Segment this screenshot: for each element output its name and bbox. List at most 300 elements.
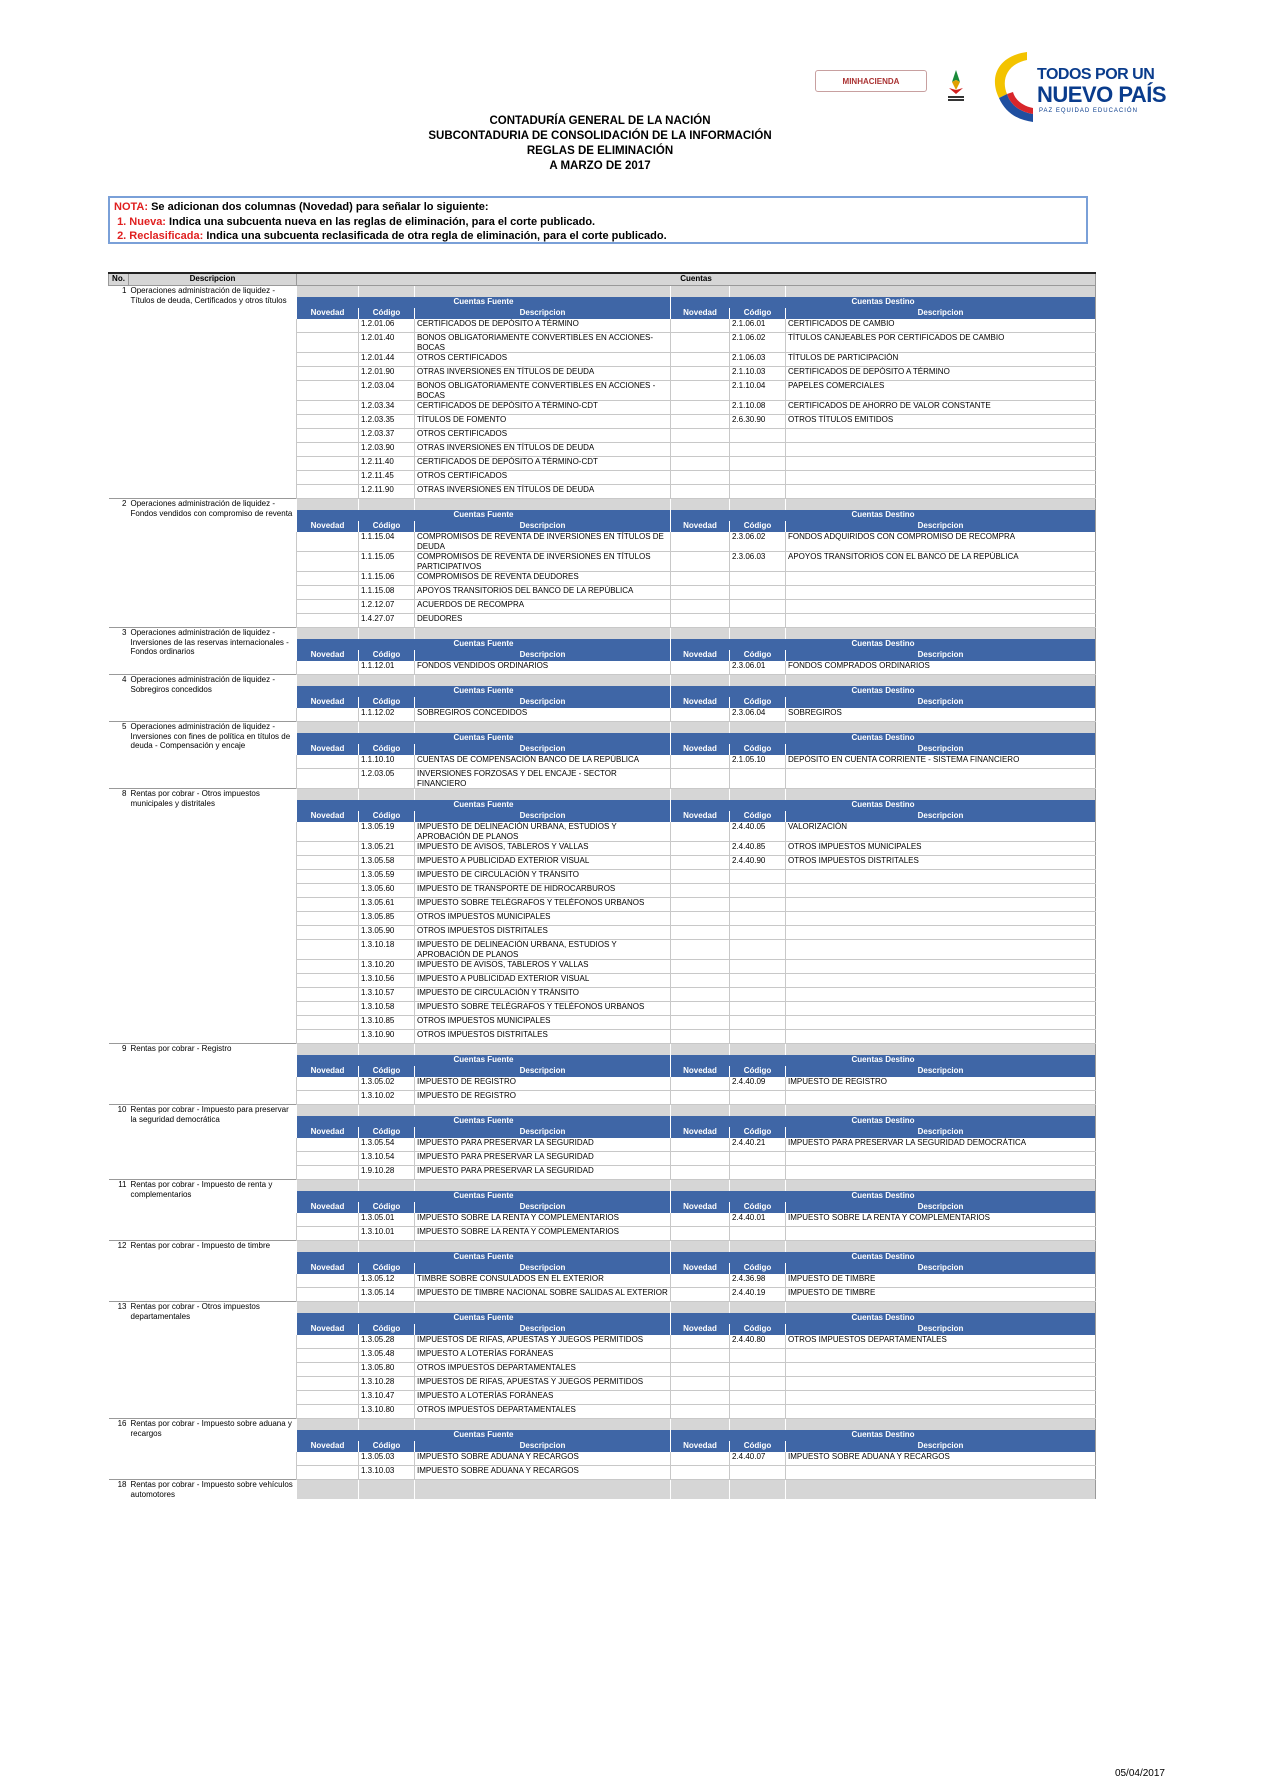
novedad-destino-cell (671, 769, 730, 789)
descripcion-fuente-cell: ACUERDOS DE RECOMPRA (415, 600, 671, 614)
novedad-fuente-cell (297, 988, 359, 1002)
spacer-cell (730, 499, 786, 511)
codigo-destino-cell (730, 600, 786, 614)
note-item1-label: 1. Nueva: (117, 215, 166, 228)
codigo-destino-cell: 2.3.06.01 (730, 661, 786, 675)
col-codigo-fuente: Código (359, 1202, 415, 1213)
spacer-cell (415, 1480, 671, 1500)
descripcion-fuente-cell: IMPUESTO DE DELINEACIÓN URBANA, ESTUDIOS Y APROBACIÓN DE PLANOS (415, 822, 671, 842)
descripcion-destino-cell: PAPELES COMERCIALES (786, 381, 1096, 401)
group-row (109, 628, 1096, 640)
col-codigo-fuente: Código (359, 1066, 415, 1077)
spacer-cell (415, 722, 671, 734)
codigo-destino-cell: 2.4.40.80 (730, 1335, 786, 1349)
descripcion-fuente-cell: IMPUESTO SOBRE LA RENTA Y COMPLEMENTARIOS (415, 1213, 671, 1227)
descripcion-destino-cell (786, 1091, 1096, 1105)
codigo-fuente-cell: 1.3.05.54 (359, 1138, 415, 1152)
codigo-fuente-cell: 1.1.15.05 (359, 552, 415, 572)
novedad-fuente-cell (297, 429, 359, 443)
novedad-fuente-cell (297, 960, 359, 974)
col-codigo-fuente: Código (359, 811, 415, 822)
novedad-destino-cell (671, 572, 730, 586)
descripcion-destino-cell: CERTIFICADOS DE AHORRO DE VALOR CONSTANTE (786, 401, 1096, 415)
codigo-destino-cell (730, 940, 786, 960)
spacer-cell (671, 1105, 730, 1117)
spacer-cell (415, 1419, 671, 1431)
footer-date: 05/04/2017 (1114, 1768, 1165, 1779)
novedad-destino-cell (671, 912, 730, 926)
descripcion-fuente-cell: BONOS OBLIGATORIAMENTE CONVERTIBLES EN ACCIONES - BOCAS (415, 381, 671, 401)
cuentas-destino-header: Cuentas Destino (671, 686, 1096, 697)
group-row (109, 1480, 1096, 1500)
codigo-destino-cell (730, 988, 786, 1002)
descripcion-fuente-cell: OTROS IMPUESTOS DISTRITALES (415, 926, 671, 940)
col-novedad-fuente: Novedad (297, 308, 359, 319)
descripcion-fuente-cell: IMPUESTO A PUBLICIDAD EXTERIOR VISUAL (415, 974, 671, 988)
spacer-cell (786, 722, 1096, 734)
col-descripcion-destino: Descripcion (786, 811, 1096, 822)
codigo-fuente-cell: 1.2.12.07 (359, 600, 415, 614)
codigo-fuente-cell: 1.1.12.01 (359, 661, 415, 675)
descripcion-fuente-cell: IMPUESTO DE CIRCULACIÓN Y TRÁNSITO (415, 870, 671, 884)
codigo-fuente-cell: 1.2.03.05 (359, 769, 415, 789)
spacer-cell (359, 1302, 415, 1314)
descripcion-destino-cell (786, 1030, 1096, 1044)
descripcion-destino-cell: OTROS IMPUESTOS DEPARTAMENTALES (786, 1335, 1096, 1349)
col-codigo-destino: Código (730, 1324, 786, 1335)
novedad-fuente-cell (297, 898, 359, 912)
spacer-cell (786, 1241, 1096, 1253)
novedad-fuente-cell (297, 1363, 359, 1377)
descripcion-destino-cell: IMPUESTO DE TIMBRE (786, 1274, 1096, 1288)
codigo-fuente-cell: 1.3.10.18 (359, 940, 415, 960)
novedad-destino-cell (671, 988, 730, 1002)
codigo-destino-cell (730, 429, 786, 443)
spacer-cell (730, 1105, 786, 1117)
col-novedad-fuente: Novedad (297, 650, 359, 661)
novedad-fuente-cell (297, 485, 359, 499)
group-row (109, 722, 1096, 734)
cuentas-destino-header: Cuentas Destino (671, 1055, 1096, 1066)
col-descripcion-fuente: Descripcion (415, 744, 671, 755)
codigo-fuente-cell: 1.9.10.28 (359, 1166, 415, 1180)
codigo-fuente-cell: 1.3.05.85 (359, 912, 415, 926)
novedad-fuente-cell (297, 333, 359, 353)
codigo-destino-cell: 2.1.05.10 (730, 755, 786, 769)
descripcion-fuente-cell: IMPUESTO DE DELINEACIÓN URBANA, ESTUDIOS Y APROBACIÓN DE PLANOS (415, 940, 671, 960)
codigo-destino-cell (730, 1166, 786, 1180)
col-novedad-fuente: Novedad (297, 1066, 359, 1077)
codigo-fuente-cell: 1.3.10.85 (359, 1016, 415, 1030)
spacer-cell (671, 722, 730, 734)
note-text: Se adicionan dos columnas (Novedad) para señalar lo siguiente: (148, 201, 489, 213)
col-descripcion-fuente: Descripcion (415, 1263, 671, 1274)
descripcion-fuente-cell: OTROS CERTIFICADOS (415, 429, 671, 443)
note-prefix: NOTA: (114, 201, 149, 213)
rule-description: Operaciones administración de liquidez - Sobregiros concedidos (129, 675, 297, 722)
codigo-fuente-cell: 1.3.05.14 (359, 1288, 415, 1302)
novedad-fuente-cell (297, 319, 359, 333)
descripcion-destino-cell (786, 1363, 1096, 1377)
group-row (109, 286, 1096, 298)
col-codigo-fuente: Código (359, 1127, 415, 1138)
codigo-fuente-cell: 1.3.05.60 (359, 884, 415, 898)
header-cuentas: Cuentas (297, 273, 1096, 286)
novedad-destino-cell (671, 319, 730, 333)
col-descripcion-fuente: Descripcion (415, 521, 671, 532)
spacer-cell (671, 675, 730, 687)
descripcion-fuente-cell: OTROS CERTIFICADOS (415, 353, 671, 367)
descripcion-fuente-cell: IMPUESTO PARA PRESERVAR LA SEGURIDAD (415, 1152, 671, 1166)
novedad-destino-cell (671, 429, 730, 443)
codigo-fuente-cell: 1.3.10.90 (359, 1030, 415, 1044)
descripcion-fuente-cell: OTROS CERTIFICADOS (415, 471, 671, 485)
codigo-destino-cell: 2.4.40.19 (730, 1288, 786, 1302)
novedad-destino-cell (671, 884, 730, 898)
descripcion-destino-cell (786, 1391, 1096, 1405)
descripcion-fuente-cell: IMPUESTOS DE RIFAS, APUESTAS Y JUEGOS PERMITIDOS (415, 1377, 671, 1391)
codigo-fuente-cell: 1.1.10.10 (359, 755, 415, 769)
codigo-fuente-cell: 1.3.10.56 (359, 974, 415, 988)
descripcion-fuente-cell: SOBREGIROS CONCEDIDOS (415, 708, 671, 722)
novedad-fuente-cell (297, 870, 359, 884)
rule-description: Operaciones administración de liquidez - Inversiones con fines de política en títulos de deuda - Compensación y encaje (129, 722, 297, 789)
codigo-destino-cell: 2.1.10.04 (730, 381, 786, 401)
col-descripcion-destino: Descripcion (786, 1441, 1096, 1452)
novedad-fuente-cell (297, 1091, 359, 1105)
rule-description: Rentas por cobrar - Impuesto sobre vehículos automotores (129, 1480, 297, 1500)
descripcion-destino-cell: OTROS TÍTULOS EMITIDOS (786, 415, 1096, 429)
descripcion-destino-cell: CERTIFICADOS DE CAMBIO (786, 319, 1096, 333)
col-novedad-destino: Novedad (671, 1066, 730, 1077)
descripcion-destino-cell (786, 1466, 1096, 1480)
rule-number: 11 (109, 1180, 129, 1241)
rule-number: 2 (109, 499, 129, 628)
descripcion-destino-cell (786, 988, 1096, 1002)
rule-number: 4 (109, 675, 129, 722)
novedad-fuente-cell (297, 1002, 359, 1016)
codigo-fuente-cell: 1.3.05.90 (359, 926, 415, 940)
cuentas-destino-header: Cuentas Destino (671, 1191, 1096, 1202)
rule-description: Rentas por cobrar - Impuesto sobre aduana y recargos (129, 1419, 297, 1480)
codigo-destino-cell (730, 1152, 786, 1166)
descripcion-destino-cell (786, 870, 1096, 884)
cuentas-fuente-header: Cuentas Fuente (297, 733, 671, 744)
group-row (109, 675, 1096, 687)
cuentas-fuente-header: Cuentas Fuente (297, 510, 671, 521)
spacer-cell (730, 628, 786, 640)
codigo-destino-cell (730, 1377, 786, 1391)
spacer-cell (359, 1180, 415, 1192)
spacer-cell (359, 675, 415, 687)
col-novedad-fuente: Novedad (297, 1263, 359, 1274)
novedad-fuente-cell (297, 974, 359, 988)
spacer-cell (415, 789, 671, 801)
spacer-cell (297, 286, 359, 298)
novedad-fuente-cell (297, 572, 359, 586)
spacer-cell (671, 499, 730, 511)
novedad-destino-cell (671, 1349, 730, 1363)
descripcion-fuente-cell: IMPUESTOS DE RIFAS, APUESTAS Y JUEGOS PERMITIDOS (415, 1335, 671, 1349)
spacer-cell (297, 1480, 359, 1500)
descripcion-fuente-cell: IMPUESTO SOBRE LA RENTA Y COMPLEMENTARIOS (415, 1227, 671, 1241)
novedad-fuente-cell (297, 367, 359, 381)
descripcion-destino-cell (786, 974, 1096, 988)
novedad-fuente-cell (297, 443, 359, 457)
novedad-destino-cell (671, 926, 730, 940)
descripcion-destino-cell (786, 1016, 1096, 1030)
descripcion-fuente-cell: IMPUESTO PARA PRESERVAR LA SEGURIDAD (415, 1166, 671, 1180)
descripcion-fuente-cell: OTROS IMPUESTOS MUNICIPALES (415, 1016, 671, 1030)
novedad-fuente-cell (297, 1274, 359, 1288)
cuentas-fuente-header: Cuentas Fuente (297, 1252, 671, 1263)
group-row (109, 1180, 1096, 1192)
group-row (109, 1419, 1096, 1431)
descripcion-destino-cell (786, 769, 1096, 789)
descripcion-fuente-cell: DEUDORES (415, 614, 671, 628)
descripcion-fuente-cell: OTRAS INVERSIONES EN TÍTULOS DE DEUDA (415, 367, 671, 381)
novedad-fuente-cell (297, 755, 359, 769)
descripcion-destino-cell: CERTIFICADOS DE DEPÓSITO A TÉRMINO (786, 367, 1096, 381)
cuentas-destino-header: Cuentas Destino (671, 1430, 1096, 1441)
novedad-fuente-cell (297, 401, 359, 415)
col-codigo-destino: Código (730, 744, 786, 755)
col-codigo-fuente: Código (359, 697, 415, 708)
title-line-4: A MARZO DE 2017 (549, 160, 651, 172)
spacer-cell (415, 1302, 671, 1314)
descripcion-destino-cell: IMPUESTO PARA PRESERVAR LA SEGURIDAD DEMOCRÁTICA (786, 1138, 1096, 1152)
spacer-cell (671, 628, 730, 640)
rule-number: 12 (109, 1241, 129, 1302)
codigo-fuente-cell: 1.3.10.28 (359, 1377, 415, 1391)
novedad-fuente-cell (297, 822, 359, 842)
codigo-destino-cell: 2.4.40.07 (730, 1452, 786, 1466)
col-novedad-destino: Novedad (671, 1324, 730, 1335)
novedad-destino-cell (671, 471, 730, 485)
spacer-cell (359, 1241, 415, 1253)
col-descripcion-fuente: Descripcion (415, 1066, 671, 1077)
descripcion-destino-cell (786, 1002, 1096, 1016)
codigo-fuente-cell: 1.3.05.61 (359, 898, 415, 912)
col-descripcion-destino: Descripcion (786, 1127, 1096, 1138)
novedad-destino-cell (671, 1091, 730, 1105)
rule-number: 5 (109, 722, 129, 789)
descripcion-fuente-cell: OTROS IMPUESTOS DISTRITALES (415, 1030, 671, 1044)
col-novedad-fuente: Novedad (297, 811, 359, 822)
codigo-fuente-cell: 1.3.10.01 (359, 1227, 415, 1241)
title-line-2: SUBCONTADURIA DE CONSOLIDACIÓN DE LA INFORMACIÓN (428, 130, 772, 142)
col-novedad-destino: Novedad (671, 811, 730, 822)
novedad-destino-cell (671, 415, 730, 429)
col-novedad-fuente: Novedad (297, 1127, 359, 1138)
rule-number: 1 (109, 286, 129, 499)
descripcion-fuente-cell: OTROS IMPUESTOS DEPARTAMENTALES (415, 1363, 671, 1377)
novedad-destino-cell (671, 940, 730, 960)
novedad-destino-cell (671, 457, 730, 471)
novedad-fuente-cell (297, 1016, 359, 1030)
rule-description: Rentas por cobrar - Impuesto para preservar la seguridad democrática (129, 1105, 297, 1180)
novedad-fuente-cell (297, 1166, 359, 1180)
spacer-cell (730, 1302, 786, 1314)
descripcion-fuente-cell: IMPUESTO DE AVISOS, TABLEROS Y VALLAS (415, 960, 671, 974)
codigo-fuente-cell: 1.3.10.20 (359, 960, 415, 974)
spacer-cell (730, 675, 786, 687)
col-novedad-destino: Novedad (671, 1441, 730, 1452)
novedad-fuente-cell (297, 552, 359, 572)
descripcion-destino-cell: IMPUESTO DE REGISTRO (786, 1077, 1096, 1091)
brand-line3: PAZ EQUIDAD EDUCACIÓN (1039, 108, 1138, 114)
codigo-destino-cell: 2.4.40.01 (730, 1213, 786, 1227)
novedad-destino-cell (671, 870, 730, 884)
rule-number: 9 (109, 1044, 129, 1105)
cuentas-destino-header: Cuentas Destino (671, 800, 1096, 811)
col-codigo-destino: Código (730, 308, 786, 319)
rule-description: Rentas por cobrar - Impuesto de timbre (129, 1241, 297, 1302)
rule-number: 8 (109, 789, 129, 1044)
minhacienda-logo (815, 70, 927, 92)
col-novedad-destino: Novedad (671, 1127, 730, 1138)
brand-line1: TODOS POR UN (1037, 66, 1155, 83)
spacer-cell (359, 1419, 415, 1431)
novedad-fuente-cell (297, 912, 359, 926)
novedad-fuente-cell (297, 353, 359, 367)
descripcion-destino-cell: IMPUESTO SOBRE LA RENTA Y COMPLEMENTARIOS (786, 1213, 1096, 1227)
novedad-destino-cell (671, 532, 730, 552)
codigo-fuente-cell: 1.2.01.44 (359, 353, 415, 367)
cuentas-destino-header: Cuentas Destino (671, 1116, 1096, 1127)
novedad-fuente-cell (297, 769, 359, 789)
codigo-fuente-cell: 1.2.03.37 (359, 429, 415, 443)
descripcion-destino-cell (786, 600, 1096, 614)
spacer-cell (415, 675, 671, 687)
descripcion-destino-cell: SOBREGIROS (786, 708, 1096, 722)
novedad-destino-cell (671, 1466, 730, 1480)
codigo-destino-cell (730, 1030, 786, 1044)
col-codigo-fuente: Código (359, 650, 415, 661)
table-header-row (109, 273, 1096, 286)
spacer-cell (671, 286, 730, 298)
novedad-destino-cell (671, 600, 730, 614)
descripcion-fuente-cell: TIMBRE SOBRE CONSULADOS EN EL EXTERIOR (415, 1274, 671, 1288)
rule-number: 13 (109, 1302, 129, 1419)
rule-description: Rentas por cobrar - Impuesto de renta y complementarios (129, 1180, 297, 1241)
novedad-fuente-cell (297, 1227, 359, 1241)
codigo-destino-cell (730, 443, 786, 457)
novedad-destino-cell (671, 1288, 730, 1302)
descripcion-fuente-cell: IMPUESTO DE REGISTRO (415, 1091, 671, 1105)
col-descripcion-fuente: Descripcion (415, 697, 671, 708)
codigo-destino-cell: 2.3.06.04 (730, 708, 786, 722)
col-descripcion-fuente: Descripcion (415, 1441, 671, 1452)
codigo-fuente-cell: 1.3.05.03 (359, 1452, 415, 1466)
descripcion-fuente-cell: IMPUESTO A PUBLICIDAD EXTERIOR VISUAL (415, 856, 671, 870)
novedad-destino-cell (671, 974, 730, 988)
descripcion-destino-cell: FONDOS COMPRADOS ORDINARIOS (786, 661, 1096, 675)
col-novedad-destino: Novedad (671, 521, 730, 532)
col-codigo-fuente: Código (359, 1263, 415, 1274)
descripcion-fuente-cell: IMPUESTO DE TRANSPORTE DE HIDROCARBUROS (415, 884, 671, 898)
codigo-fuente-cell: 1.4.27.07 (359, 614, 415, 628)
cuentas-destino-header: Cuentas Destino (671, 733, 1096, 744)
cuentas-destino-header: Cuentas Destino (671, 639, 1096, 650)
descripcion-fuente-cell: IMPUESTO DE AVISOS, TABLEROS Y VALLAS (415, 842, 671, 856)
col-codigo-destino: Código (730, 811, 786, 822)
novedad-destino-cell (671, 367, 730, 381)
codigo-destino-cell (730, 974, 786, 988)
novedad-destino-cell (671, 614, 730, 628)
novedad-destino-cell (671, 755, 730, 769)
cuentas-fuente-header: Cuentas Fuente (297, 1430, 671, 1441)
novedad-fuente-cell (297, 1452, 359, 1466)
spacer-cell (415, 1044, 671, 1056)
novedad-destino-cell (671, 708, 730, 722)
descripcion-fuente-cell: INVERSIONES FORZOSAS Y DEL ENCAJE - SECTOR FINANCIERO (415, 769, 671, 789)
spacer-cell (297, 1044, 359, 1056)
novedad-destino-cell (671, 1166, 730, 1180)
col-codigo-destino: Código (730, 650, 786, 661)
descripcion-fuente-cell: COMPROMISOS DE REVENTA DE INVERSIONES EN TÍTULOS PARTICIPATIVOS (415, 552, 671, 572)
descripcion-fuente-cell: TÍTULOS DE FOMENTO (415, 415, 671, 429)
codigo-destino-cell: 2.3.06.03 (730, 552, 786, 572)
novedad-destino-cell (671, 1335, 730, 1349)
group-row (109, 789, 1096, 801)
spacer-cell (359, 1480, 415, 1500)
codigo-destino-cell: 2.4.40.05 (730, 822, 786, 842)
codigo-fuente-cell: 1.2.01.06 (359, 319, 415, 333)
codigo-fuente-cell: 1.3.05.28 (359, 1335, 415, 1349)
novedad-destino-cell (671, 1002, 730, 1016)
spacer-cell (671, 1044, 730, 1056)
col-novedad-fuente: Novedad (297, 1324, 359, 1335)
codigo-fuente-cell: 1.2.03.04 (359, 381, 415, 401)
rule-description: Operaciones administración de liquidez - Fondos vendidos con compromiso de reventa (129, 499, 297, 628)
novedad-destino-cell (671, 1363, 730, 1377)
novedad-destino-cell (671, 333, 730, 353)
descripcion-fuente-cell: IMPUESTO PARA PRESERVAR LA SEGURIDAD (415, 1138, 671, 1152)
col-descripcion-destino: Descripcion (786, 1263, 1096, 1274)
spacer-cell (415, 1241, 671, 1253)
spacer-cell (786, 1105, 1096, 1117)
title-line-1: CONTADURÍA GENERAL DE LA NACIÓN (489, 115, 711, 127)
descripcion-fuente-cell: IMPUESTO SOBRE TELÉGRAFOS Y TELÉFONOS URBANOS (415, 1002, 671, 1016)
descripcion-fuente-cell: IMPUESTO DE REGISTRO (415, 1077, 671, 1091)
note-item2-text: Indica una subcuenta reclasificada de otra regla de eliminación, para el corte publicado. (203, 230, 667, 242)
spacer-cell (671, 1241, 730, 1253)
novedad-destino-cell (671, 552, 730, 572)
spacer-cell (730, 1419, 786, 1431)
col-codigo-fuente: Código (359, 521, 415, 532)
novedad-destino-cell (671, 1077, 730, 1091)
novedad-fuente-cell (297, 1335, 359, 1349)
novedad-destino-cell (671, 842, 730, 856)
spacer-cell (730, 789, 786, 801)
descripcion-destino-cell: VALORIZACIÓN (786, 822, 1096, 842)
descripcion-fuente-cell: OTRAS INVERSIONES EN TÍTULOS DE DEUDA (415, 443, 671, 457)
header-descripcion: Descripcion (129, 273, 297, 286)
descripcion-fuente-cell: IMPUESTO A LOTERÍAS FORÁNEAS (415, 1391, 671, 1405)
novedad-fuente-cell (297, 940, 359, 960)
novedad-fuente-cell (297, 614, 359, 628)
spacer-cell (297, 675, 359, 687)
novedad-fuente-cell (297, 661, 359, 675)
group-row (109, 1241, 1096, 1253)
group-row (109, 1302, 1096, 1314)
spacer-cell (359, 1044, 415, 1056)
spacer-cell (359, 1105, 415, 1117)
codigo-fuente-cell: 1.3.05.48 (359, 1349, 415, 1363)
codigo-destino-cell (730, 926, 786, 940)
descripcion-fuente-cell: BONOS OBLIGATORIAMENTE CONVERTIBLES EN ACCIONES- BOCAS (415, 333, 671, 353)
